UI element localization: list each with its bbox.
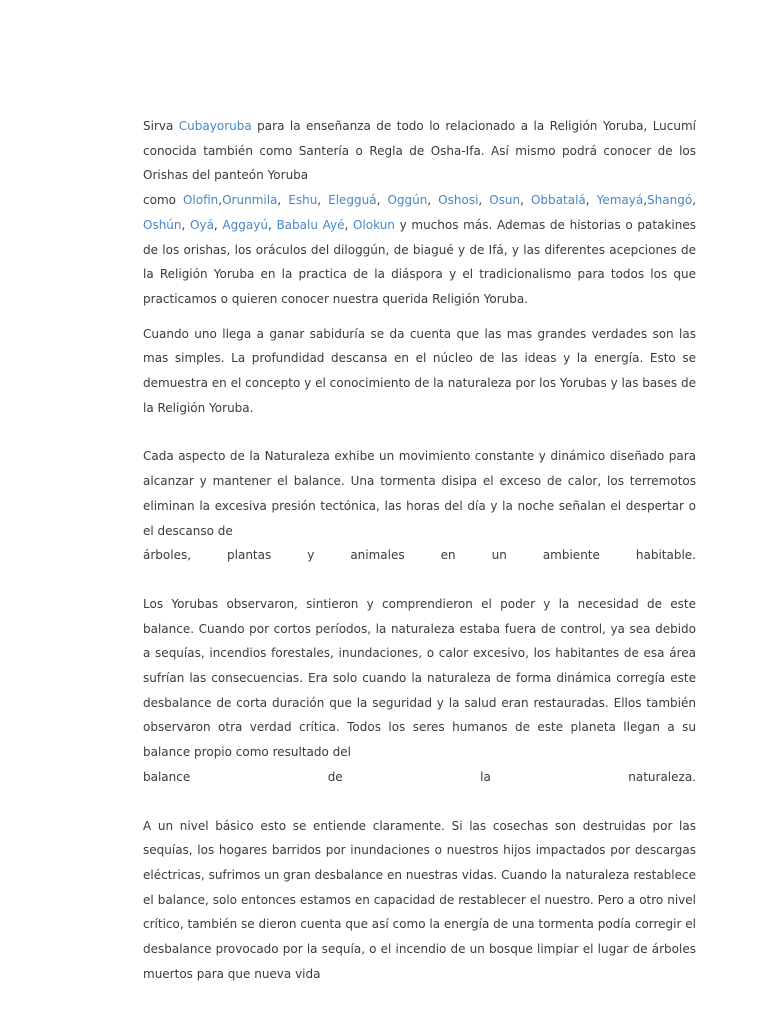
word: balance: [143, 769, 191, 784]
yorubas-paragraph-last-line: [143, 765, 696, 790]
intro-text-2: y muchos más. Ademas de historias o patakines de los orishas, los oráculos del diloggún, de biagué y de Ifá, y las diferentes acepciones de la Religión Yoruba en la practica de la diáspora y el tradicionalismo para todos los que practicamos o quieren conocer nuestra querida Religión Yoruba.: [143, 217, 696, 306]
wisdom-paragraph: Cuando uno llega a ganar sabiduría se da cuenta que las mas grandes verdades son las mas simples. La profundidad descansa en el núcleo de las ideas y la energía. Esto se demuestra en el concepto y el conocimiento de la naturaleza por los Yorubas y las bases de la Religión Yoruba.: [143, 326, 696, 415]
link-olokun[interactable]: Olokun: [353, 217, 395, 232]
intro-sirva: Sirva: [143, 119, 179, 133]
word: ambiente: [542, 548, 600, 563]
nature-paragraph-body: Cada aspecto de la Naturaleza exhibe un movimiento constante y dinámico diseñado para alcanzar y mantener el balance. Una tormenta disipa el exceso de calor, los terremotos eliminan la excesiva presión tectónica, las horas del día y la noche señalan el despertar o el descanso de: [143, 449, 696, 538]
yorubas-paragraph: [143, 592, 696, 790]
basic-level-paragraph: A un nivel básico esto se entiende claramente. Si las cosechas son destruidas por las sequías, los hogares barridos por inundaciones o nuestros hijos impactados por descargas eléctricas, sufrimos un gran desbalance en nuestras vidas. Cuando la naturaleza restablece el balance, solo entonces estamos en capacidad de restablecer el nuestro. Pero a otro nivel crítico, también se dieron cuenta que así como la energía de una tormenta podía corregir el desbalance provocado por la sequía, o el incendio de un bosque limpiar el lugar de árboles muertos para que nueva vida: [143, 818, 696, 981]
link-oshun[interactable]: Oshún: [143, 217, 182, 232]
link-eleggua[interactable]: Elegguá: [328, 193, 377, 208]
link-eshu[interactable]: Eshu: [288, 193, 318, 208]
link-orunmila[interactable]: Orunmila: [222, 193, 278, 208]
word: plantas: [227, 548, 272, 563]
word: naturaleza.: [628, 769, 696, 784]
nature-paragraph-last-line: [143, 543, 696, 568]
nature-paragraph: [143, 444, 696, 568]
link-oya[interactable]: Oyá: [190, 217, 214, 232]
link-oggun[interactable]: Oggún: [387, 193, 428, 208]
link-shango[interactable]: Shangó: [647, 193, 693, 208]
yorubas-paragraph-body: Los Yorubas observaron, sintieron y comprendieron el poder y la necesidad de este balance. Cuando por cortos períodos, la naturaleza estaba fuera de control, ya sea debido a sequías, incendios forestales, inundaciones, o calor excesivo, los habitantes de esa área sufrían las consecuencias. Era solo cuando la naturaleza de forma dinámica corregía este desbalance de corta duración que la seguridad y la salud eran restauradas. Ellos también observaron otra verdad crítica. Todos los seres humanos de este planeta llegan a su balance propio como resultado del: [143, 596, 696, 760]
intro-text-1: para la enseñanza de todo lo relacionado a la Religión Yoruba, Lucumí conocida también como Santería o Regla de Osha-Ifa. Así mismo podrá conocer de los Orishas del panteón Yoruba: [143, 119, 697, 183]
word: un: [491, 548, 507, 563]
link-babalu-aye[interactable]: Babalu Ayé: [276, 217, 345, 232]
word: en: [440, 548, 456, 563]
intro-como: como: [143, 193, 183, 208]
link-aggayu[interactable]: Aggayú: [222, 217, 268, 232]
link-olofin[interactable]: Olofin: [182, 193, 219, 208]
intro-paragraph: Sirva Cubayoruba para la enseñanza de todo lo relacionado a la Religión Yoruba, Lucumí conocida también como Santería o Regla de Osha-Ifa. Así mismo podrá conocer de los Orishas del panteón Yoruba como Olofin,Orunmila, Eshu, Elegguá, Oggún, Oshosi, Osun, Obbatalá, Yemayá,Shangó, Oshún, Oyá, Aggayú, Babalu Ayé, Olokun y muchos más. Ademas de historias o patakines de los orishas, los oráculos del diloggún, de biagué y de Ifá, y las diferentes acepciones de la Religión Yoruba en la practica de la diáspora y el tradicionalismo para todos los que practicamos o quieren conocer nuestra querida Religión Yoruba.: [143, 119, 697, 306]
word: la: [480, 769, 491, 784]
link-oshosi[interactable]: Oshosi: [438, 193, 479, 208]
word: de: [327, 769, 343, 784]
word: habitable.: [635, 548, 696, 563]
link-osun[interactable]: Osun: [489, 193, 521, 208]
link-yemaya[interactable]: Yemayá: [596, 193, 644, 208]
word: animales: [350, 548, 405, 563]
link-cubayoruba[interactable]: Cubayoruba: [178, 119, 252, 133]
word: árboles,: [143, 548, 192, 563]
link-obbatala[interactable]: Obbatalá: [530, 193, 586, 208]
word: y: [307, 548, 315, 563]
